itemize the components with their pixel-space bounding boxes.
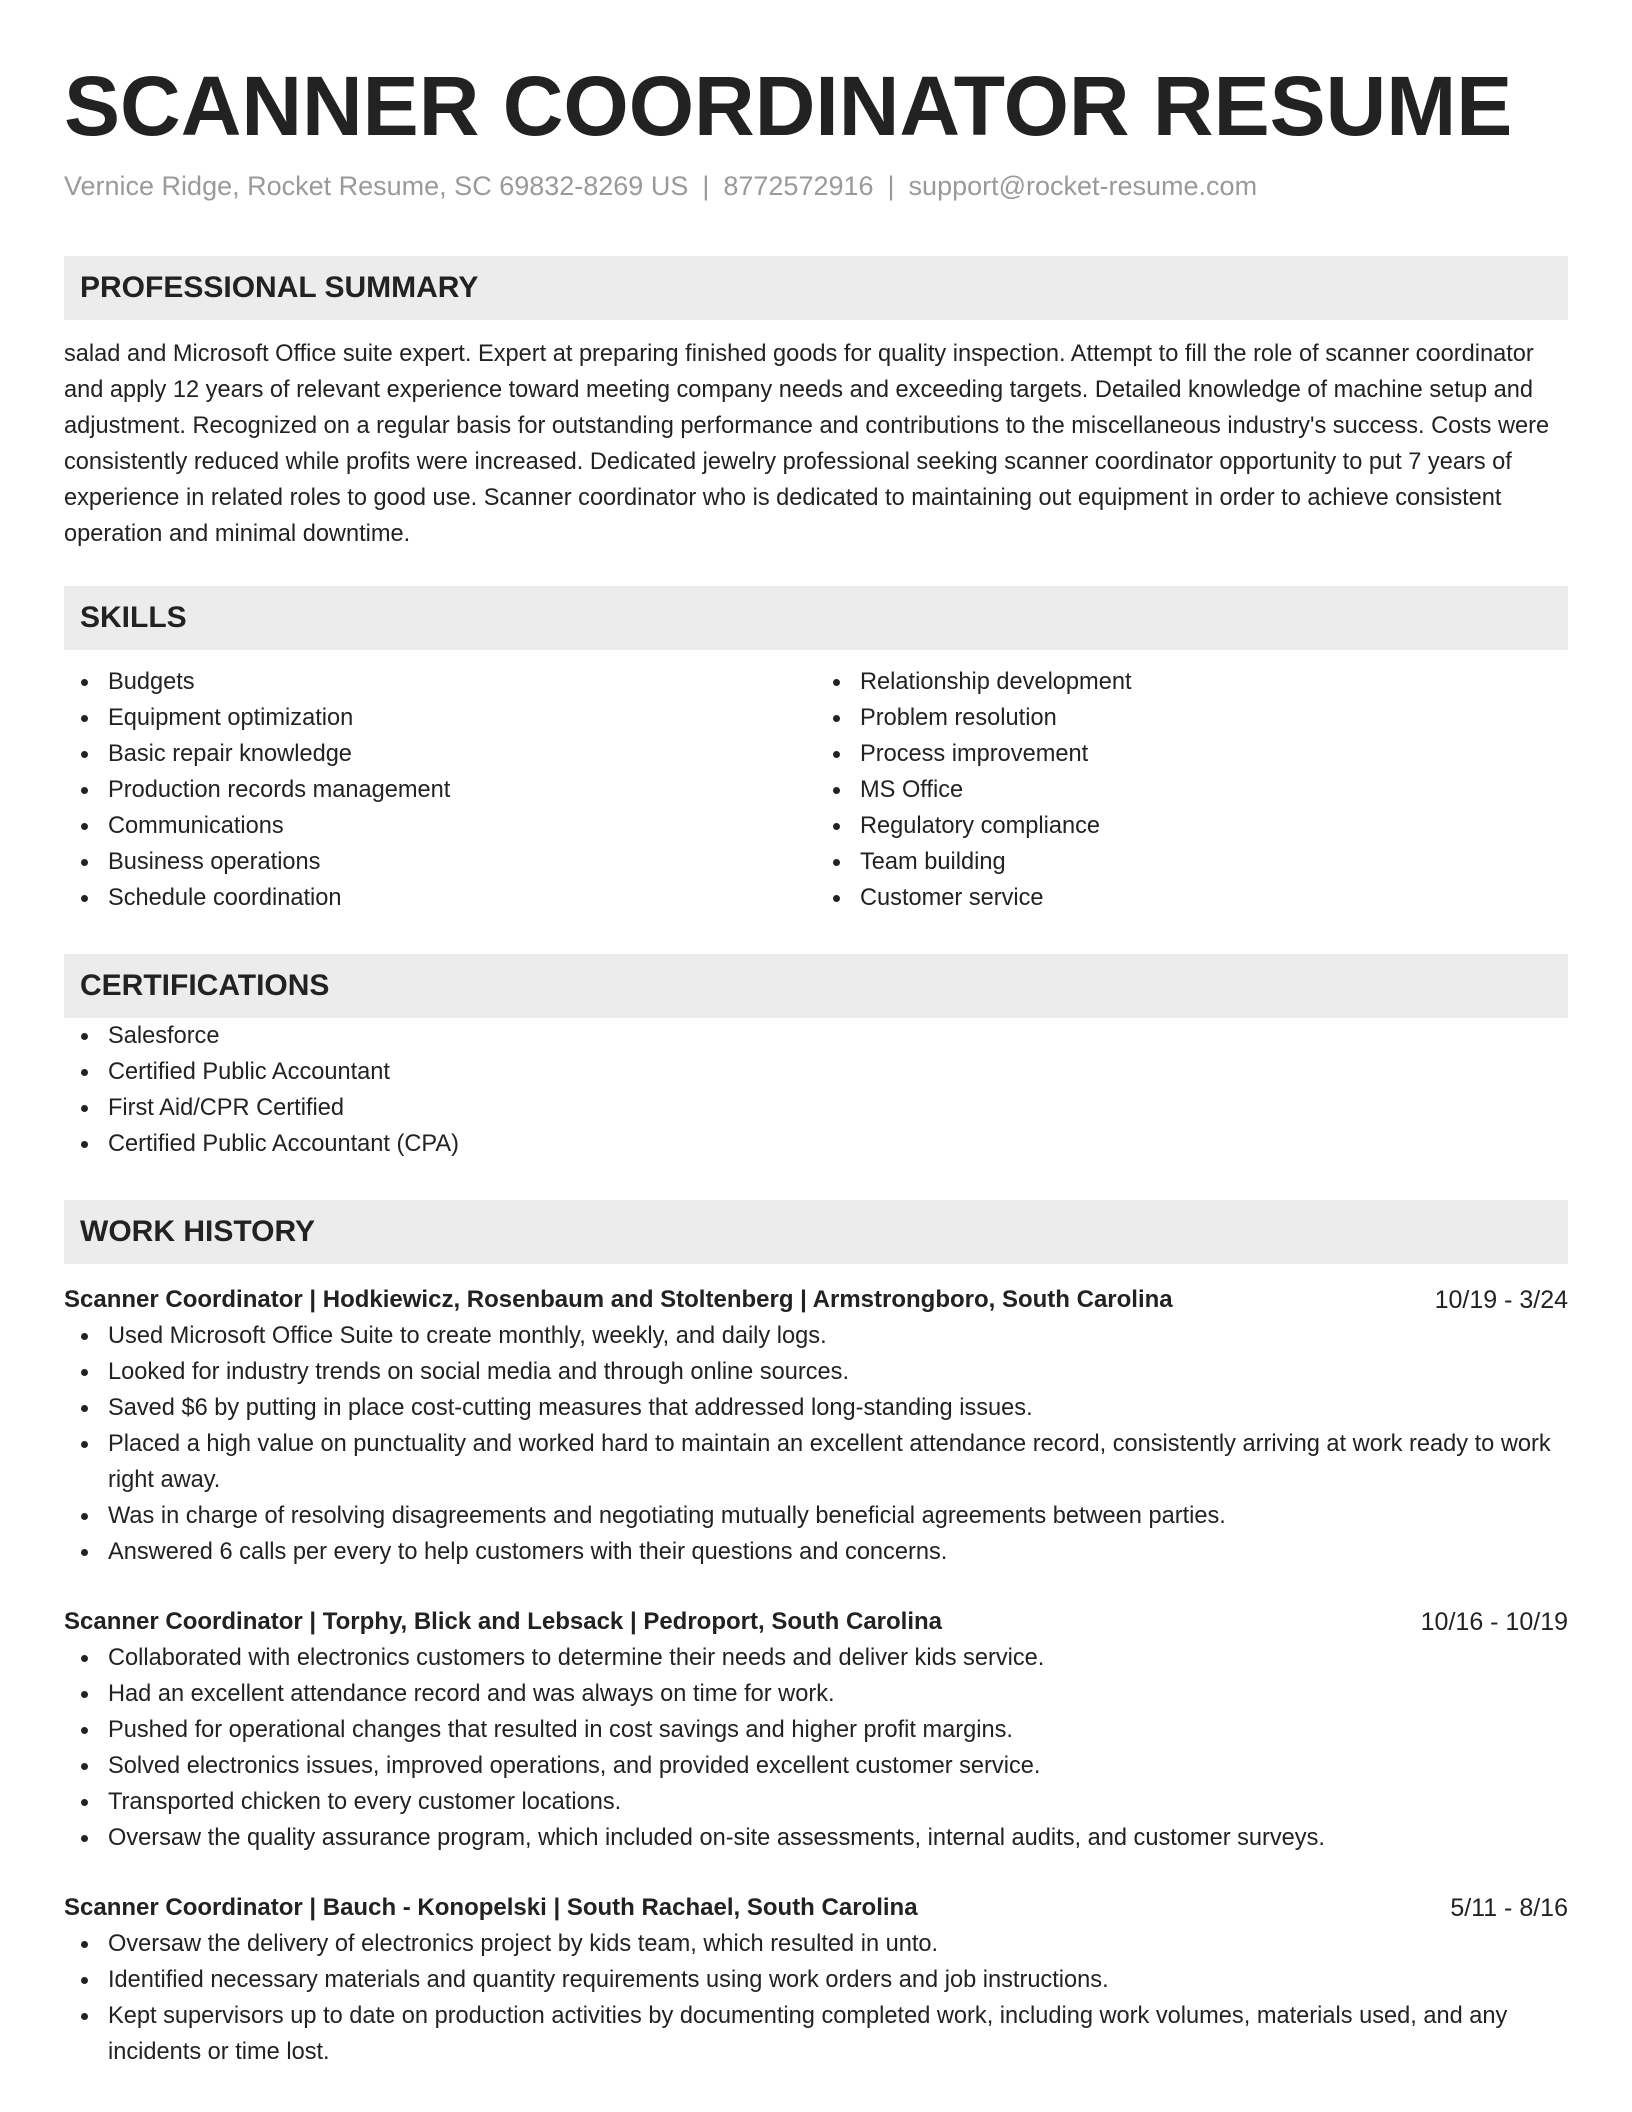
job-title: Scanner Coordinator | Bauch - Konopelski | South Rachael, South Carolina [64, 1894, 918, 1921]
skill-item: Equipment optimization [108, 700, 816, 736]
certification-item: Salesforce [108, 1018, 1568, 1054]
skills-list-right [816, 664, 1568, 916]
certifications-heading: CERTIFICATIONS [64, 954, 1568, 1018]
job-header [64, 1890, 1568, 1926]
job-bullet: Answered 6 calls per every to help customers with their questions and concerns. [108, 1534, 1568, 1570]
skill-item: Business operations [108, 844, 816, 880]
certification-item: Certified Public Accountant (CPA) [108, 1126, 1568, 1162]
skill-item: Process improvement [860, 736, 1568, 772]
skills-list-left [64, 664, 816, 916]
job-bullet: Saved $6 by putting in place cost-cutting measures that addressed long-standing issues. [108, 1390, 1568, 1426]
resume-title: SCANNER COORDINATOR RESUME [64, 59, 1513, 153]
job-bullet: Collaborated with electronics customers to determine their needs and deliver kids service. [108, 1640, 1568, 1676]
contact-phone: 8772572916 [723, 171, 874, 201]
skill-item: Team building [860, 844, 1568, 880]
skills-heading: SKILLS [64, 586, 1568, 650]
contact-separator: | [702, 171, 710, 201]
certification-item: First Aid/CPR Certified [108, 1090, 1568, 1126]
skill-item: Customer service [860, 880, 1568, 916]
job-bullet: Oversaw the delivery of electronics project by kids team, which resulted in unto. [108, 1926, 1568, 1962]
skill-item: Production records management [108, 772, 816, 808]
job-title: Scanner Coordinator | Hodkiewicz, Rosenbaum and Stoltenberg | Armstrongboro, South Carolina [64, 1286, 1173, 1313]
job-entry [64, 1604, 1568, 1856]
skill-item: MS Office [860, 772, 1568, 808]
certification-item: Certified Public Accountant [108, 1054, 1568, 1090]
contact-separator: | [887, 171, 895, 201]
job-bullet: Solved electronics issues, improved operations, and provided excellent customer service. [108, 1748, 1568, 1784]
skills-grid [64, 664, 1568, 916]
job-bullet: Transported chicken to every customer locations. [108, 1784, 1568, 1820]
contact-address: Vernice Ridge, Rocket Resume, SC 69832-8269 US [64, 171, 689, 201]
skills-column-right [816, 664, 1568, 916]
job-bullet: Looked for industry trends on social media and through online sources. [108, 1354, 1568, 1390]
contact-line [64, 168, 1568, 204]
job-bullet: Used Microsoft Office Suite to create monthly, weekly, and daily logs. [108, 1318, 1568, 1354]
job-bullets [64, 1318, 1568, 1570]
skill-item: Basic repair knowledge [108, 736, 816, 772]
work-history-heading: WORK HISTORY [64, 1200, 1568, 1264]
job-dates: 5/11 - 8/16 [1450, 1894, 1568, 1922]
job-bullet: Identified necessary materials and quantity requirements using work orders and job instructions. [108, 1962, 1568, 1998]
skill-item: Relationship development [860, 664, 1568, 700]
summary-text: salad and Microsoft Office suite expert. Expert at preparing finished goods for quality inspection. Attempt to fill the role of scanner coordinator and apply 12 years of relevant experience toward meeting company needs and exceeding targets. Detailed knowledge of machine setup and adjustment. Recognized on a regular basis for outstanding performance and contributions to the miscellaneous industry's success. Costs were consistently reduced while profits were increased. Dedicated jewelry professional seeking scanner coordinator opportunity to put 7 years of experience in related roles to good use. Scanner coordinator who is dedicated to maintaining out equipment in order to achieve consistent operation and minimal downtime. [64, 341, 1550, 547]
skill-item: Regulatory compliance [860, 808, 1568, 844]
job-dates: 10/19 - 3/24 [1434, 1286, 1568, 1314]
skill-item: Schedule coordination [108, 880, 816, 916]
job-bullet: Pushed for operational changes that resulted in cost savings and higher profit margins. [108, 1712, 1568, 1748]
job-dates: 10/16 - 10/19 [1420, 1608, 1568, 1636]
job-entry [64, 1282, 1568, 1570]
job-bullets [64, 1926, 1568, 2070]
job-entry [64, 1890, 1568, 2070]
job-header [64, 1604, 1568, 1640]
summary-heading: PROFESSIONAL SUMMARY [64, 256, 1568, 320]
job-bullets [64, 1640, 1568, 1856]
job-bullet: Was in charge of resolving disagreements and negotiating mutually beneficial agreements between parties. [108, 1498, 1568, 1534]
skills-column-left [64, 664, 816, 916]
job-bullet: Placed a high value on punctuality and worked hard to maintain an excellent attendance record, consistently arriving at work ready to work right away. [108, 1426, 1568, 1498]
job-title: Scanner Coordinator | Torphy, Blick and Lebsack | Pedroport, South Carolina [64, 1608, 943, 1635]
skill-item: Communications [108, 808, 816, 844]
certifications-list [64, 1018, 1568, 1162]
job-header [64, 1282, 1568, 1318]
job-bullet: Kept supervisors up to date on production activities by documenting completed work, including work volumes, materials used, and any incidents or time lost. [108, 1998, 1568, 2070]
job-bullet: Oversaw the quality assurance program, which included on-site assessments, internal audits, and customer surveys. [108, 1820, 1568, 1856]
skill-item: Problem resolution [860, 700, 1568, 736]
skill-item: Budgets [108, 664, 816, 700]
contact-email: support@rocket-resume.com [908, 171, 1258, 201]
job-bullet: Had an excellent attendance record and was always on time for work. [108, 1676, 1568, 1712]
